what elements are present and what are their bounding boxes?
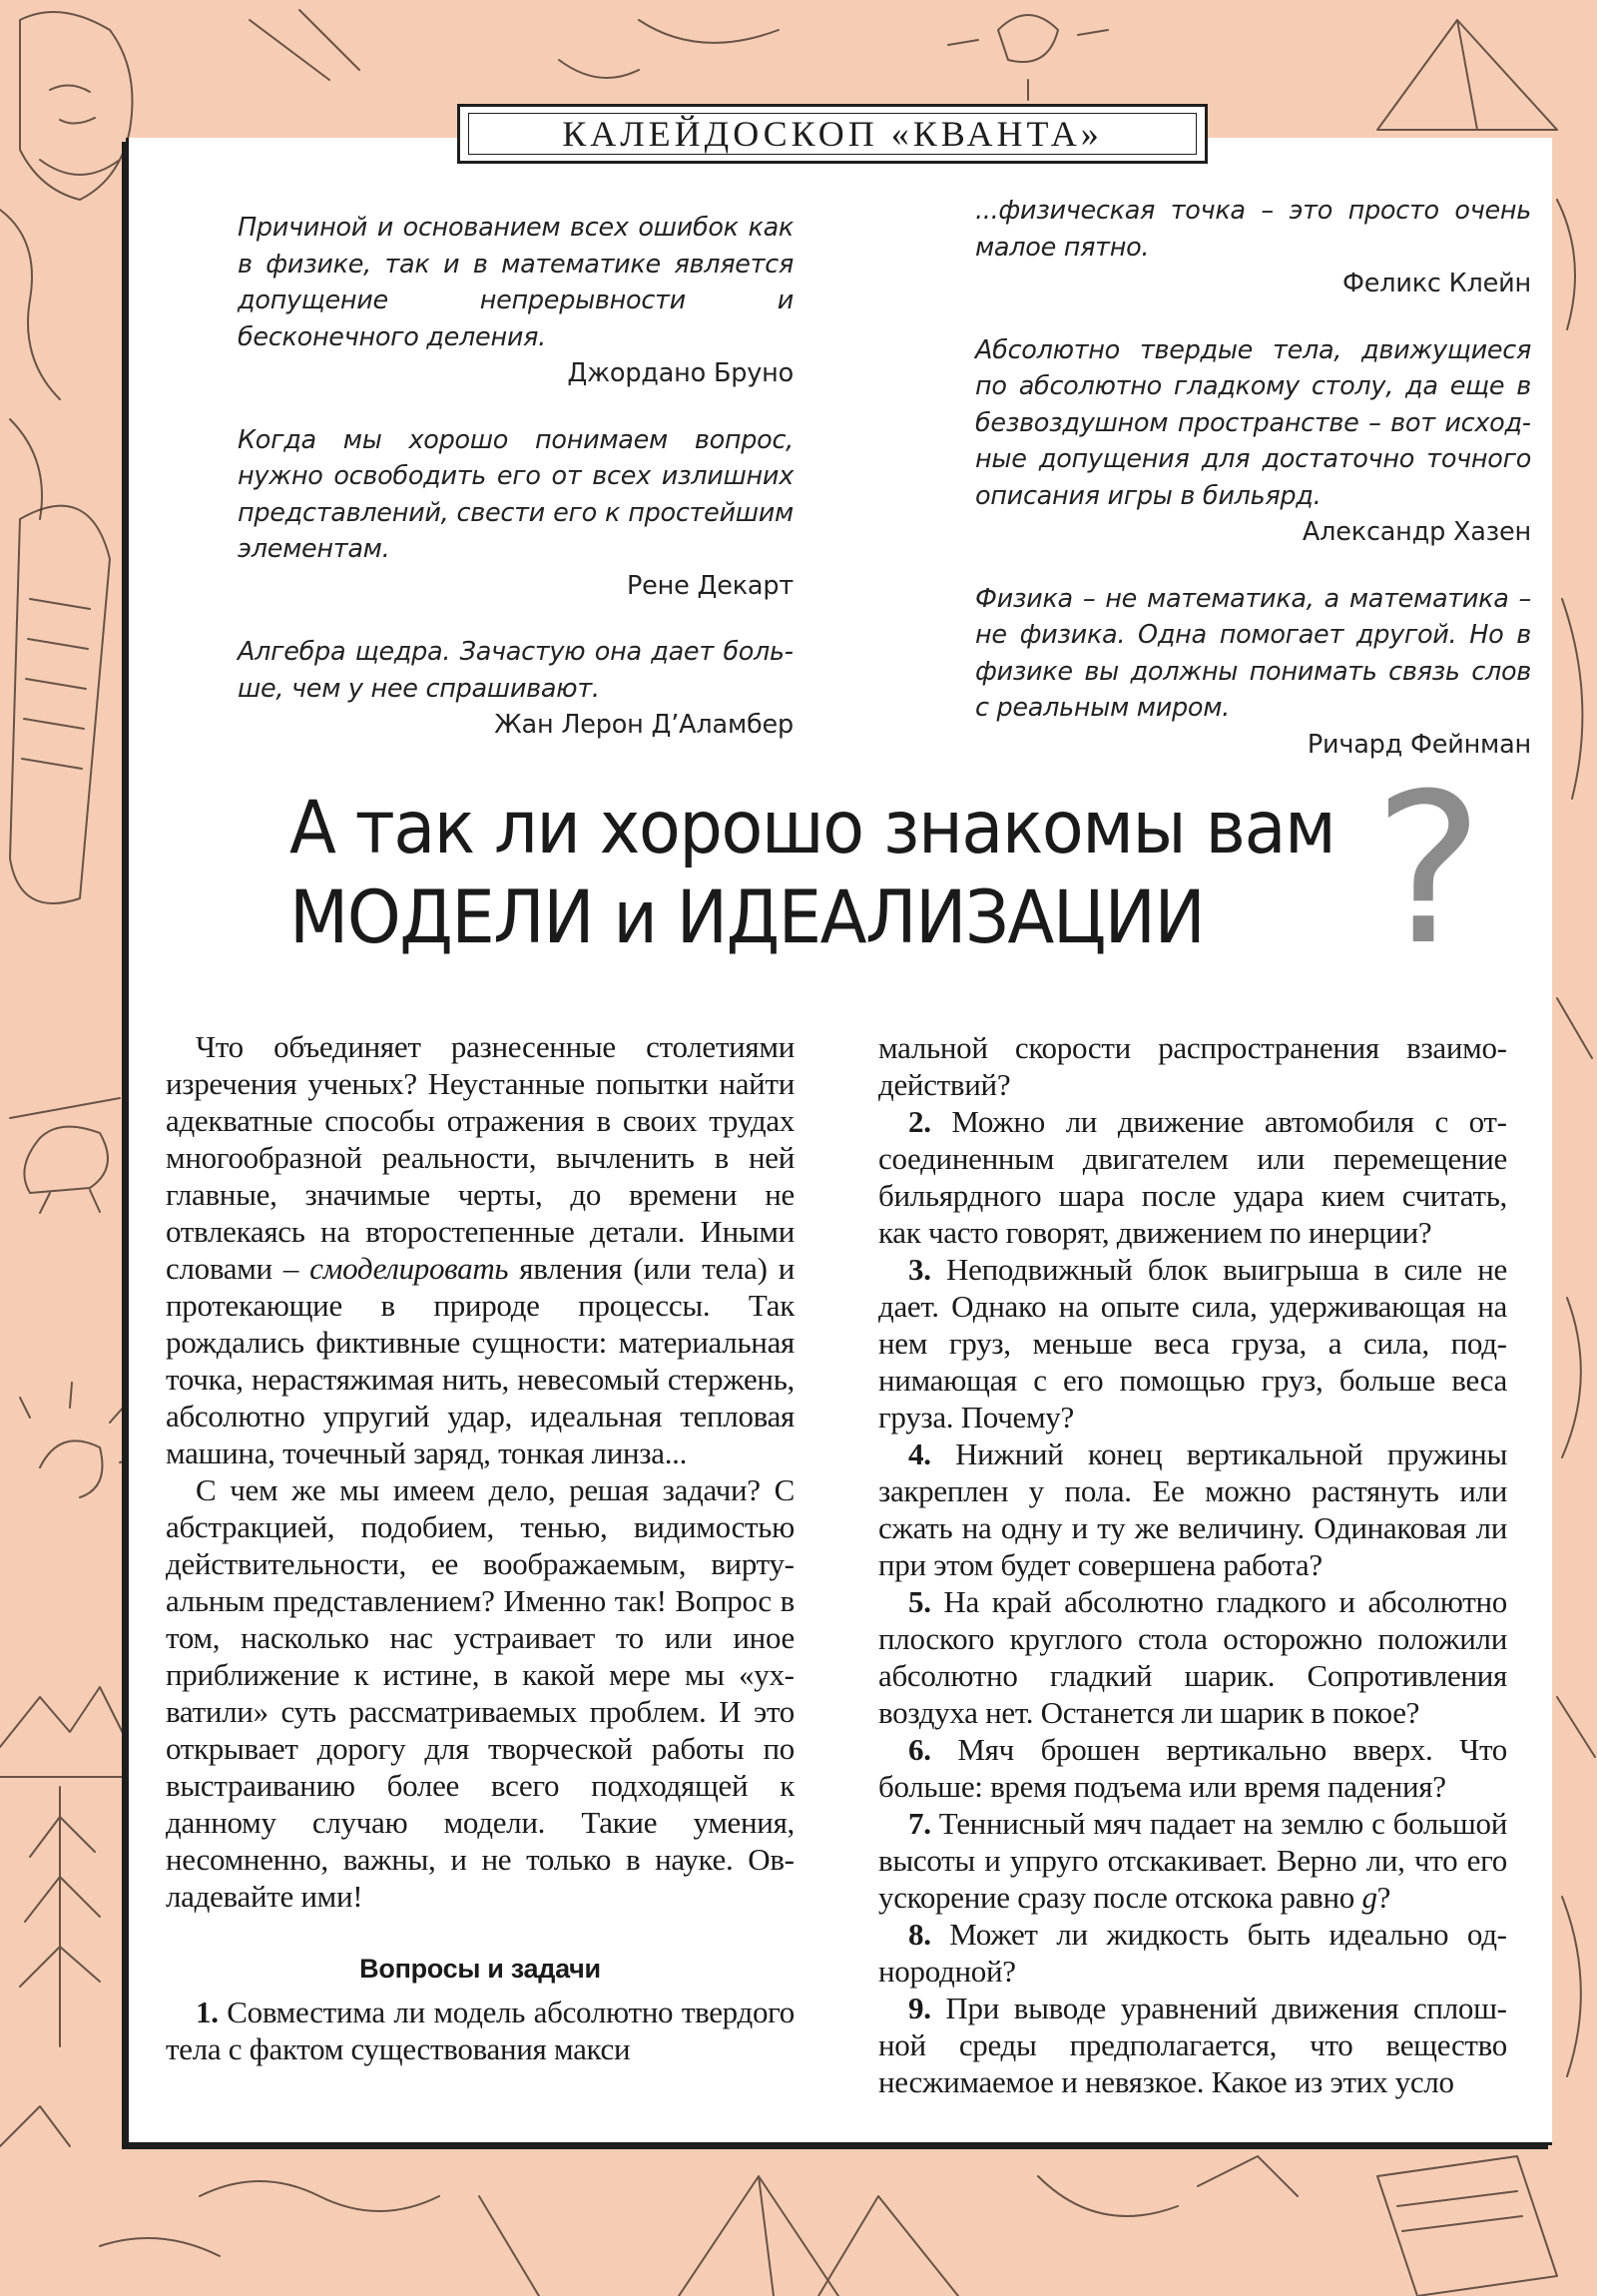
- question-text: Мяч брошен вертикально вверх. Что больше: время подъема или время падения?: [878, 1732, 1507, 1804]
- question-mark-graphic: ?: [1373, 750, 1484, 991]
- question-item: [878, 1251, 1507, 1435]
- question-text: На край абсолютно гладкого и абсолютно плоского круглого стола осторожно положили абсолютно гладкий шарик. Сопротивления воздуха нет. Останется ли шарик в покое?: [878, 1584, 1507, 1730]
- pyramid-sketch: [1377, 20, 1557, 130]
- question-text: Неподвижный блок выигрыша в силе не дает. Однако на опыте сила, удерживающая на нем груз, меньше веса груза, а сила, поднимающая с его помощью груз, больше веса груза. Почему?: [878, 1252, 1507, 1435]
- portrait-sketch: [20, 12, 133, 200]
- quote: [238, 210, 794, 392]
- intro-text: явления (или тела) и протекающие в природе процессы. Так рождались фиктивные сущности: материальная точка, нерастяжимая нить, невесомый стержень, абсолютно упругий удар, идеальная тепловая машина, точечный заряд, тонкая линза...: [166, 1251, 795, 1470]
- article-title: [289, 784, 1397, 963]
- quote: [975, 332, 1531, 551]
- quotes-left-column: [238, 210, 794, 774]
- question-item: [878, 1990, 1507, 2100]
- quote-author: Ричард Фейнман: [1307, 729, 1531, 760]
- question-number: 1.: [196, 1995, 219, 2029]
- quote-text: Физика – не математика, а математика – не физика. Одна помогает другой. Но в физике вы должны понимать связь слов с реальным миром.: [975, 583, 1531, 723]
- question-item: [878, 1103, 1507, 1251]
- body-left-column: [166, 1028, 795, 2067]
- question-number: 7.: [908, 1806, 931, 1841]
- intro-text: Что объединяет разнесенные столетиями изречения ученых? Неустанные попытки найти адекватные способы отражения в своих трудах многообразной реальности, вычленить в ней главные, значимые черты, до времени не отвлекаясь на второстепенные детали. Иными словами –: [166, 1029, 795, 1286]
- body-right-column: [878, 1029, 1507, 2100]
- quote-author: Джордано Бруно: [567, 358, 794, 388]
- question-number: 3.: [908, 1252, 931, 1287]
- quote-text: Когда мы хорошо понимаем вопрос, нужно освободить его от всех излишних представлений, свести его к простейшим элементам.: [238, 424, 794, 564]
- title-line-2: МОДЕЛИ и ИДЕАЛИЗАЦИИ: [289, 875, 1205, 960]
- question-text: Совместима ли модель абсолютно твердого тела с фактом существования макси: [166, 1995, 795, 2066]
- emphasis-word: смоделировать: [309, 1251, 509, 1286]
- title-line-1: А так ли хорошо знакомы вам: [289, 786, 1335, 870]
- question-item: [166, 1994, 795, 2067]
- quote-author: Жан Лерон Д’Аламбер: [494, 710, 794, 740]
- quote-text: Абсолютно твердые тела, движущиеся по абсолютно гладкому столу, да еще в безвоздушном пространстве – вот исходные допущения для достаточно точного описания игры в бильярд.: [975, 334, 1531, 511]
- tree-sketch: [20, 1787, 100, 2046]
- quote-text: Причиной и основанием всех ошибок как в физике, так и в математике является допущение непрерывности и бесконечного деления.: [238, 213, 794, 352]
- quote-text: ...физическая точка – это просто очень малое пятно.: [975, 196, 1531, 263]
- sun-sketch: [20, 1383, 140, 1497]
- question-number: 8.: [908, 1917, 931, 1952]
- mountain-sketch: [0, 1687, 125, 1777]
- bottom-pyramids-sketch: [679, 2176, 958, 2296]
- question-text: Нижний конец вертикальной пружины закреплен у пола. Ее можно растянуть или сжать на одну и ту же величину. Одинаковая ли при этом будет совершена работа?: [878, 1436, 1507, 1582]
- question-text: При выводе уравнений движения сплошной среды предполагается, что вещество несжимаемое и невязкое. Какое из этих усло: [878, 1991, 1507, 2099]
- question-text: ?: [1376, 1880, 1391, 1915]
- quote-author: Феликс Клейн: [1342, 269, 1531, 298]
- question-number: 2.: [908, 1104, 931, 1139]
- quote-text: Алгебра щедра. Зачастую она дает больше, чем у нее спрашивают.: [238, 637, 794, 704]
- question-item: [878, 1583, 1507, 1731]
- paper-scroll-sketch: [10, 506, 110, 903]
- question-text: Можно ли движение автомобиля с отсоединенным двигателем или перемещение бильярдного шара после удара кием считать, как часто говорят, движением по инерции?: [878, 1104, 1507, 1250]
- question-item: [878, 1916, 1507, 1990]
- section-title: КАЛЕЙДОСКОП «КВАНТА»: [562, 114, 1103, 154]
- question-number: 6.: [908, 1732, 931, 1767]
- question-number: 9.: [908, 1991, 931, 2025]
- question-number: 4.: [908, 1436, 931, 1471]
- quote: [975, 581, 1531, 764]
- question-continuation: мальной скорости распространения взаимодействий?: [878, 1030, 1507, 1102]
- helicopter-sketch: [10, 1098, 120, 1213]
- intro-paragraph: [166, 1028, 795, 1471]
- question-item: [878, 1805, 1507, 1916]
- bottom-paper-sketch: [1377, 2156, 1557, 2296]
- questions-heading: Вопросы и задачи: [359, 1954, 601, 1984]
- quote: [238, 422, 794, 605]
- right-edge-sketch: [1557, 200, 1595, 2076]
- quote: [975, 193, 1531, 302]
- sun-rays-sketch: [948, 15, 1108, 100]
- question-item: [878, 1731, 1507, 1805]
- quotes-right-column: [975, 193, 1531, 793]
- section-header: [457, 104, 1208, 164]
- question-text: Может ли жидкость быть идеально однородной?: [878, 1917, 1507, 1989]
- variable-g: g: [1361, 1880, 1377, 1915]
- quote-author: Рене Декарт: [626, 570, 794, 601]
- question-text: Теннисный мяч падает на землю с большой высоты и упруго отскакивает. Верно ли, что его ускорение сразу после отскока равно: [878, 1806, 1507, 1915]
- quote-author: Александр Хазен: [1302, 517, 1531, 547]
- question-item: [878, 1435, 1507, 1583]
- quote: [238, 634, 794, 744]
- intro-paragraph: С чем же мы имеем дело, решая задачи? С абстракцией, подобием, тенью, видимостью действительности, ее воображаемым, виртуальным представлением? Именно так! Вопрос в том, насколько нас устраивает то или иное приближение к истине, в какой мере мы «ухватили» суть рассматриваемых проблем. И это открывает дорогу для творческой работы по выстраиванию более всего подходящей к данному случаю модели. Такие умения, несомненно, важны, и не только в науке. Овладевайте ими!: [166, 1472, 795, 1914]
- question-number: 5.: [908, 1584, 931, 1619]
